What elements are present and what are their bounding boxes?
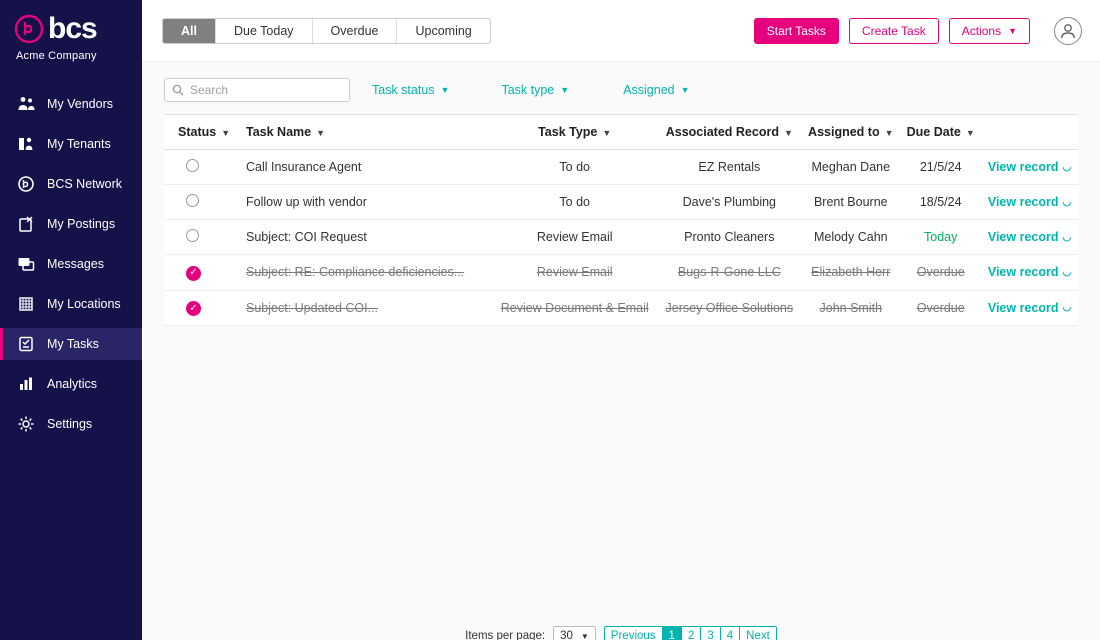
analytics-icon	[16, 374, 36, 394]
sidebar-nav-list	[0, 88, 142, 440]
tasks-table-wrap	[142, 114, 1100, 326]
row-due-date: 18/5/24	[900, 185, 981, 220]
pager-previous[interactable]: Previous	[605, 627, 663, 640]
sidebar-nav	[0, 88, 142, 440]
tab-due-today[interactable]: Due Today	[216, 19, 313, 43]
nav-spacer	[0, 200, 142, 208]
task-status-filter[interactable]	[372, 83, 449, 97]
sidebar-item-my-postings[interactable]	[0, 208, 142, 240]
row-task-type: Review Document & Email	[492, 290, 657, 326]
pager-page-3[interactable]: 3	[701, 627, 720, 640]
task-type-filter-label: Task type	[501, 83, 555, 97]
column-header-associated-record[interactable]	[657, 115, 801, 150]
postings-icon	[16, 214, 36, 234]
messages-icon	[16, 254, 36, 274]
external-link-icon: ◡	[1062, 302, 1072, 314]
actions-button[interactable]	[949, 18, 1030, 44]
column-header-task-name[interactable]	[242, 115, 492, 150]
items-per-page-label: Items per page:	[465, 630, 546, 640]
row-task-type: To do	[492, 185, 657, 220]
row-assigned-to: Elizabeth Herr	[801, 255, 900, 291]
brand	[0, 0, 142, 62]
nav-spacer	[0, 120, 142, 128]
table-header-row	[164, 115, 1078, 150]
view-record-link[interactable]	[988, 160, 1071, 174]
row-task-name: Subject: RE: Compliance deficiencies...	[242, 255, 492, 291]
sidebar-item-label: Analytics	[47, 377, 98, 391]
column-label: Assigned to	[808, 125, 880, 139]
task-status-filter-label: Task status	[372, 83, 435, 97]
view-record-link[interactable]	[988, 265, 1071, 279]
row-view-record[interactable]	[981, 150, 1078, 185]
chevron-down-icon: ▼	[884, 128, 894, 138]
status-open-icon[interactable]	[186, 194, 199, 207]
sidebar-item-label: My Vendors	[47, 97, 114, 111]
tab-upcoming[interactable]: Upcoming	[415, 23, 472, 38]
table-row[interactable]	[164, 290, 1078, 326]
row-associated-record: EZ Rentals	[657, 150, 801, 185]
items-per-page-value: 30	[560, 630, 573, 640]
row-associated-record: Dave's Plumbing	[657, 185, 801, 220]
nav-spacer	[0, 160, 142, 168]
brand-row	[14, 14, 142, 44]
sidebar-item-label: BCS Network	[47, 177, 123, 191]
row-due-date: 21/5/24	[900, 150, 981, 185]
chevron-down-icon: ▼	[316, 128, 326, 138]
pager-page-4[interactable]: 4	[721, 627, 740, 640]
row-status[interactable]	[164, 220, 242, 255]
main-content	[142, 0, 1100, 640]
column-header-task-type[interactable]	[492, 115, 657, 150]
view-record-label: View record	[987, 265, 1059, 280]
create-task-button[interactable]: Create Task	[849, 18, 939, 44]
sidebar-item-settings[interactable]	[0, 408, 142, 440]
chevron-down-icon: ▼	[221, 128, 231, 138]
row-associated-record: Bugs-R-Gone LLC	[657, 255, 801, 291]
brand-name: bcs	[48, 12, 97, 45]
column-label: Status	[178, 125, 217, 139]
row-due-date: Overdue	[900, 255, 981, 291]
sidebar-item-label: My Tenants	[47, 137, 111, 151]
chevron-down-icon: ▼	[783, 128, 793, 138]
row-assigned-to: Brent Bourne	[801, 185, 900, 220]
pager-page-1[interactable]: 1	[663, 627, 682, 640]
pager	[604, 626, 777, 640]
tab-overdue[interactable]: Overdue	[313, 19, 398, 43]
sidebar-item-my-vendors[interactable]	[0, 88, 142, 120]
pager-page-2[interactable]: 2	[682, 627, 701, 640]
view-record-label: View record	[987, 300, 1059, 315]
task-type-filter[interactable]	[501, 83, 569, 97]
tasks-table	[164, 114, 1078, 326]
tasks-table-body	[164, 150, 1078, 326]
row-task-name: Subject: Updated COI...	[242, 290, 492, 326]
column-label: Task Name	[246, 125, 312, 139]
nav-spacer	[0, 240, 142, 248]
sidebar-item-bcs-network[interactable]	[0, 168, 142, 200]
row-view-record[interactable]	[981, 290, 1078, 326]
status-complete-icon[interactable]: ✓	[186, 266, 201, 281]
locations-icon	[16, 294, 36, 314]
view-record-link[interactable]	[988, 195, 1071, 209]
chevron-down-icon: ▼	[965, 128, 975, 138]
row-status[interactable]	[164, 185, 242, 220]
row-view-record[interactable]	[981, 185, 1078, 220]
tenants-icon	[16, 134, 36, 154]
nav-spacer	[0, 360, 142, 368]
status-complete-icon[interactable]: ✓	[186, 301, 201, 316]
view-record-label: View record	[987, 160, 1059, 174]
table-row[interactable]	[164, 220, 1078, 255]
assigned-filter-label: Assigned	[623, 83, 675, 97]
row-status[interactable]	[164, 150, 242, 185]
sidebar-item-label: Settings	[47, 417, 93, 431]
row-task-name: Follow up with vendor	[242, 185, 492, 220]
chevron-down-icon: ▼	[560, 85, 570, 95]
tab-all[interactable]: All	[163, 19, 216, 43]
table-row[interactable]	[164, 255, 1078, 291]
nav-spacer	[0, 320, 142, 328]
chevron-down-icon: ▼	[680, 85, 690, 95]
chevron-down-icon: ▼	[440, 85, 450, 95]
row-task-type: Review Email	[492, 220, 657, 255]
external-link-icon: ◡	[1062, 161, 1072, 173]
sidebar-item-messages[interactable]	[0, 248, 142, 280]
nav-spacer	[0, 280, 142, 288]
sidebar	[0, 0, 142, 640]
nav-spacer	[0, 400, 142, 408]
sidebar-item-label: Messages	[47, 257, 104, 271]
company-name: Acme Company	[16, 50, 97, 62]
top-actions	[754, 17, 1082, 45]
sidebar-item-label: My Tasks	[47, 337, 99, 351]
network-icon	[16, 174, 36, 194]
row-task-name: Subject: COI Request	[242, 220, 492, 255]
view-record-link[interactable]	[988, 230, 1071, 244]
row-status[interactable]	[164, 290, 242, 326]
task-filter-tabs	[162, 18, 491, 44]
status-open-icon[interactable]	[186, 229, 199, 242]
row-task-type: Review Email	[492, 255, 657, 291]
row-assigned-to: Meghan Dane	[801, 150, 900, 185]
chevron-down-icon: ▼	[1008, 25, 1017, 36]
items-per-page-select[interactable]	[553, 626, 596, 640]
actions-label: Actions	[961, 23, 1002, 38]
sidebar-item-label: My Locations	[47, 297, 121, 311]
vendors-icon	[16, 94, 36, 114]
column-header-due-date[interactable]	[900, 115, 981, 150]
row-assigned-to: John Smith	[801, 290, 900, 326]
pagination	[142, 626, 1100, 640]
row-assigned-to: Melody Cahn	[801, 220, 900, 255]
view-record-link[interactable]	[988, 301, 1071, 315]
row-status[interactable]	[164, 255, 242, 291]
chevron-down-icon: ▼	[602, 128, 612, 138]
row-associated-record: Jersey Office Solutions	[657, 290, 801, 326]
row-task-name: Call Insurance Agent	[242, 150, 492, 185]
search-icon	[172, 84, 184, 96]
pager-next[interactable]: Next	[740, 627, 776, 640]
external-link-icon: ◡	[1062, 196, 1072, 208]
filter-bar	[142, 62, 1100, 114]
top-bar	[142, 0, 1100, 62]
row-task-type: To do	[492, 150, 657, 185]
tasks-table-head	[164, 115, 1078, 150]
status-open-icon[interactable]	[186, 159, 199, 172]
sidebar-item-my-tenants[interactable]	[0, 128, 142, 160]
row-view-record[interactable]	[981, 220, 1078, 255]
column-header-assigned-to[interactable]	[801, 115, 900, 150]
external-link-icon: ◡	[1062, 231, 1072, 243]
table-row[interactable]	[164, 150, 1078, 185]
search-input[interactable]	[190, 83, 342, 97]
bcs-logo-icon	[14, 14, 44, 44]
table-row[interactable]	[164, 185, 1078, 220]
tasks-icon	[16, 334, 36, 354]
sidebar-item-my-tasks[interactable]	[0, 328, 142, 360]
view-record-label: View record	[987, 230, 1059, 244]
view-record-label: View record	[987, 195, 1059, 209]
row-due-date: Overdue	[900, 290, 981, 326]
column-header-status[interactable]	[164, 115, 242, 150]
settings-icon	[16, 414, 36, 434]
sidebar-item-label: My Postings	[47, 217, 116, 231]
row-view-record[interactable]	[981, 255, 1078, 291]
chevron-down-icon: ▼	[580, 631, 589, 640]
column-label: Associated Record	[665, 125, 779, 139]
sidebar-item-my-locations[interactable]	[0, 288, 142, 320]
external-link-icon: ◡	[1062, 266, 1072, 278]
assigned-filter[interactable]	[623, 83, 689, 97]
search-box[interactable]	[164, 78, 350, 102]
start-tasks-button[interactable]: Start Tasks	[754, 18, 839, 44]
column-header-actions	[981, 115, 1078, 150]
column-label: Task Type	[538, 125, 598, 139]
row-associated-record: Pronto Cleaners	[657, 220, 801, 255]
row-due-date: Today	[900, 220, 981, 255]
sidebar-item-analytics[interactable]	[0, 368, 142, 400]
column-label: Due Date	[906, 125, 961, 139]
avatar[interactable]	[1054, 17, 1082, 45]
